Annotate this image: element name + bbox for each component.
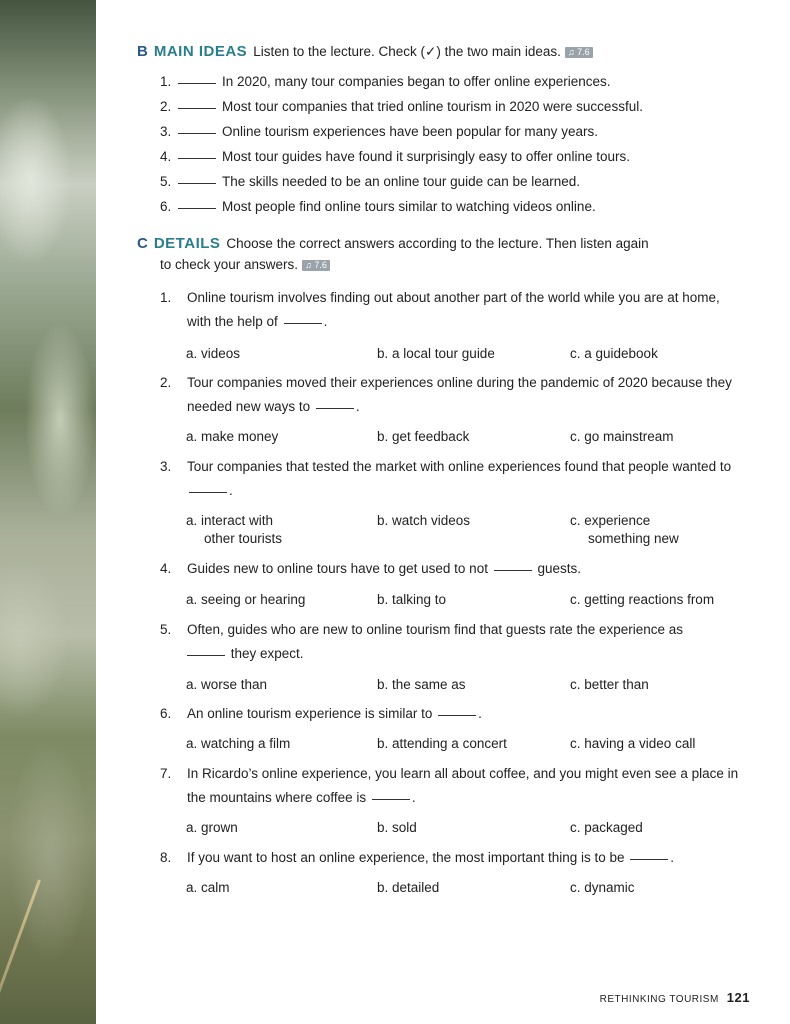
option-b[interactable]: b. detailed	[377, 880, 440, 895]
audio-track-label: 7.6	[314, 259, 327, 270]
option-a[interactable]: a. grown	[186, 820, 238, 835]
question-stem: An online tourism experience is similar to	[187, 706, 433, 721]
question-number: 6.	[160, 706, 172, 721]
answer-blank[interactable]	[630, 858, 668, 860]
main-idea-text: Most tour companies that tried online tourism in 2020 were successful.	[222, 99, 643, 114]
option-a[interactable]: a. make money	[186, 429, 279, 444]
option-c[interactable]: c. having a video call	[570, 736, 696, 751]
section-b-title: MAIN IDEAS	[153, 43, 248, 60]
option-c[interactable]	[570, 512, 679, 548]
main-idea-number: 3.	[160, 124, 172, 139]
option-a[interactable]: a. calm	[186, 880, 230, 895]
question-stem-end: .	[323, 314, 328, 329]
question-stem: Guides new to online tours have to get used to not	[187, 561, 488, 576]
check-blank[interactable]	[178, 207, 216, 209]
option-b[interactable]: b. the same as	[377, 677, 466, 692]
option-a[interactable]: a. videos	[186, 346, 241, 361]
check-blank[interactable]	[178, 157, 216, 159]
question	[160, 846, 740, 870]
section-c-letter: C	[137, 235, 148, 252]
option-b[interactable]: b. get feedback	[377, 429, 470, 444]
main-idea-item	[160, 73, 611, 91]
audio-track-label: 7.6	[577, 46, 590, 57]
main-idea-number: 5.	[160, 174, 172, 189]
main-idea-item	[160, 148, 630, 166]
question-stem-end: .	[670, 850, 675, 865]
audio-track-icon[interactable]: ♫ 7.6	[302, 260, 330, 271]
option-a[interactable]: a. seeing or hearing	[186, 592, 306, 607]
question-stem: If you want to host an online experience, the most important thing is to be	[187, 850, 625, 865]
main-idea-number: 6.	[160, 199, 172, 214]
check-blank[interactable]	[178, 182, 216, 184]
main-idea-text: In 2020, many tour companies began to offer online experiences.	[222, 74, 611, 89]
main-idea-item	[160, 173, 580, 191]
option-c[interactable]: c. dynamic	[570, 880, 635, 895]
question	[160, 618, 740, 666]
main-idea-item	[160, 98, 643, 116]
option-a[interactable]: a. watching a film	[186, 736, 291, 751]
section-b-header	[137, 42, 593, 62]
question-text	[187, 762, 740, 810]
section-c-header	[137, 234, 747, 254]
answer-blank[interactable]	[494, 569, 532, 571]
check-blank[interactable]	[178, 132, 216, 134]
option-c[interactable]: c. packaged	[570, 820, 643, 835]
page-footer	[600, 990, 750, 1005]
question-text	[187, 371, 740, 419]
main-idea-text: Most people find online tours similar to watching videos online.	[222, 199, 596, 214]
check-blank[interactable]	[178, 82, 216, 84]
main-idea-number: 4.	[160, 149, 172, 164]
question	[160, 702, 740, 726]
option-a-line2: other tourists	[204, 531, 283, 546]
question	[160, 455, 740, 503]
option-c[interactable]: c. getting reactions from	[570, 592, 715, 607]
option-c-line2: something new	[588, 531, 679, 546]
check-blank[interactable]	[178, 107, 216, 109]
question-stem-end: .	[355, 399, 360, 414]
option-a[interactable]: a. worse than	[186, 677, 268, 692]
sidebar-photo	[0, 0, 96, 1024]
question-number: 4.	[160, 561, 172, 576]
question-stem: In Ricardo’s online experience, you learn all about coffee, and you might even see a place in the mountains where coffee is	[187, 766, 739, 805]
question-stem: Tour companies moved their experiences online during the pandemic of 2020 because they needed new ways to	[187, 375, 732, 414]
option-b[interactable]: b. watch videos	[377, 513, 471, 528]
answer-blank[interactable]	[316, 407, 354, 409]
section-c-instruction-cont: to check your answers.	[160, 257, 299, 272]
question-text	[187, 846, 740, 870]
section-b-instruction: Listen to the lecture. Check (✓) the two main ideas.	[253, 44, 561, 59]
question	[160, 557, 740, 581]
option-c[interactable]: c. go mainstream	[570, 429, 674, 444]
question-text	[187, 618, 740, 666]
question-stem: Tour companies that tested the market with online experiences found that people wanted to	[187, 459, 732, 474]
section-c-instruction: Choose the correct answers according to the lecture. Then listen again	[226, 236, 649, 251]
question-stem-end: .	[229, 483, 233, 498]
question-number: 3.	[160, 459, 172, 474]
section-c-title: DETAILS	[153, 235, 221, 252]
question-number: 7.	[160, 766, 172, 781]
main-idea-number: 1.	[160, 74, 172, 89]
answer-blank[interactable]	[187, 654, 225, 656]
answer-blank[interactable]	[189, 491, 227, 493]
question-stem: Often, guides who are new to online tourism find that guests rate the experience as	[187, 622, 684, 637]
option-c[interactable]: c. better than	[570, 677, 649, 692]
main-idea-text: The skills needed to be an online tour guide can be learned.	[222, 174, 581, 189]
question-text	[187, 455, 740, 503]
answer-blank[interactable]	[372, 798, 410, 800]
question-text	[187, 286, 740, 334]
question	[160, 286, 740, 334]
option-a-line1: a. interact with	[186, 513, 274, 528]
running-head: RETHINKING TOURISM	[599, 994, 719, 1005]
audio-track-icon[interactable]: ♫ 7.6	[565, 47, 593, 58]
question-stem-end: .	[478, 706, 482, 721]
question-stem-end: they expect.	[230, 646, 304, 661]
answer-blank[interactable]	[438, 714, 476, 716]
option-b[interactable]: b. attending a concert	[377, 736, 507, 751]
option-b[interactable]: b. talking to	[377, 592, 447, 607]
question-number: 8.	[160, 850, 172, 865]
question-number: 2.	[160, 375, 172, 390]
main-idea-item	[160, 198, 596, 216]
question-text	[187, 702, 740, 726]
option-a[interactable]	[186, 512, 282, 548]
question-text	[187, 557, 740, 581]
main-idea-item	[160, 123, 598, 141]
section-b-letter: B	[137, 43, 148, 60]
option-b[interactable]: b. a local tour guide	[377, 346, 495, 361]
question-stem-end: guests.	[537, 561, 582, 576]
main-idea-number: 2.	[160, 99, 172, 114]
question-number: 5.	[160, 622, 172, 637]
question	[160, 371, 740, 419]
option-c[interactable]: c. a guidebook	[570, 346, 658, 361]
section-c-header-line2	[160, 255, 330, 275]
answer-blank[interactable]	[284, 322, 322, 324]
question-stem: Online tourism involves finding out about another part of the world while you are at home, with the help of	[187, 290, 720, 329]
question-number: 1.	[160, 290, 172, 305]
option-b[interactable]: b. sold	[377, 820, 417, 835]
main-idea-text: Most tour guides have found it surprisingly easy to offer online tours.	[222, 149, 630, 164]
main-idea-text: Online tourism experiences have been popular for many years.	[222, 124, 598, 139]
question-stem-end: .	[411, 790, 416, 805]
page-number: 121	[726, 990, 750, 1005]
option-c-line1: c. experience	[570, 513, 651, 528]
question	[160, 762, 740, 810]
